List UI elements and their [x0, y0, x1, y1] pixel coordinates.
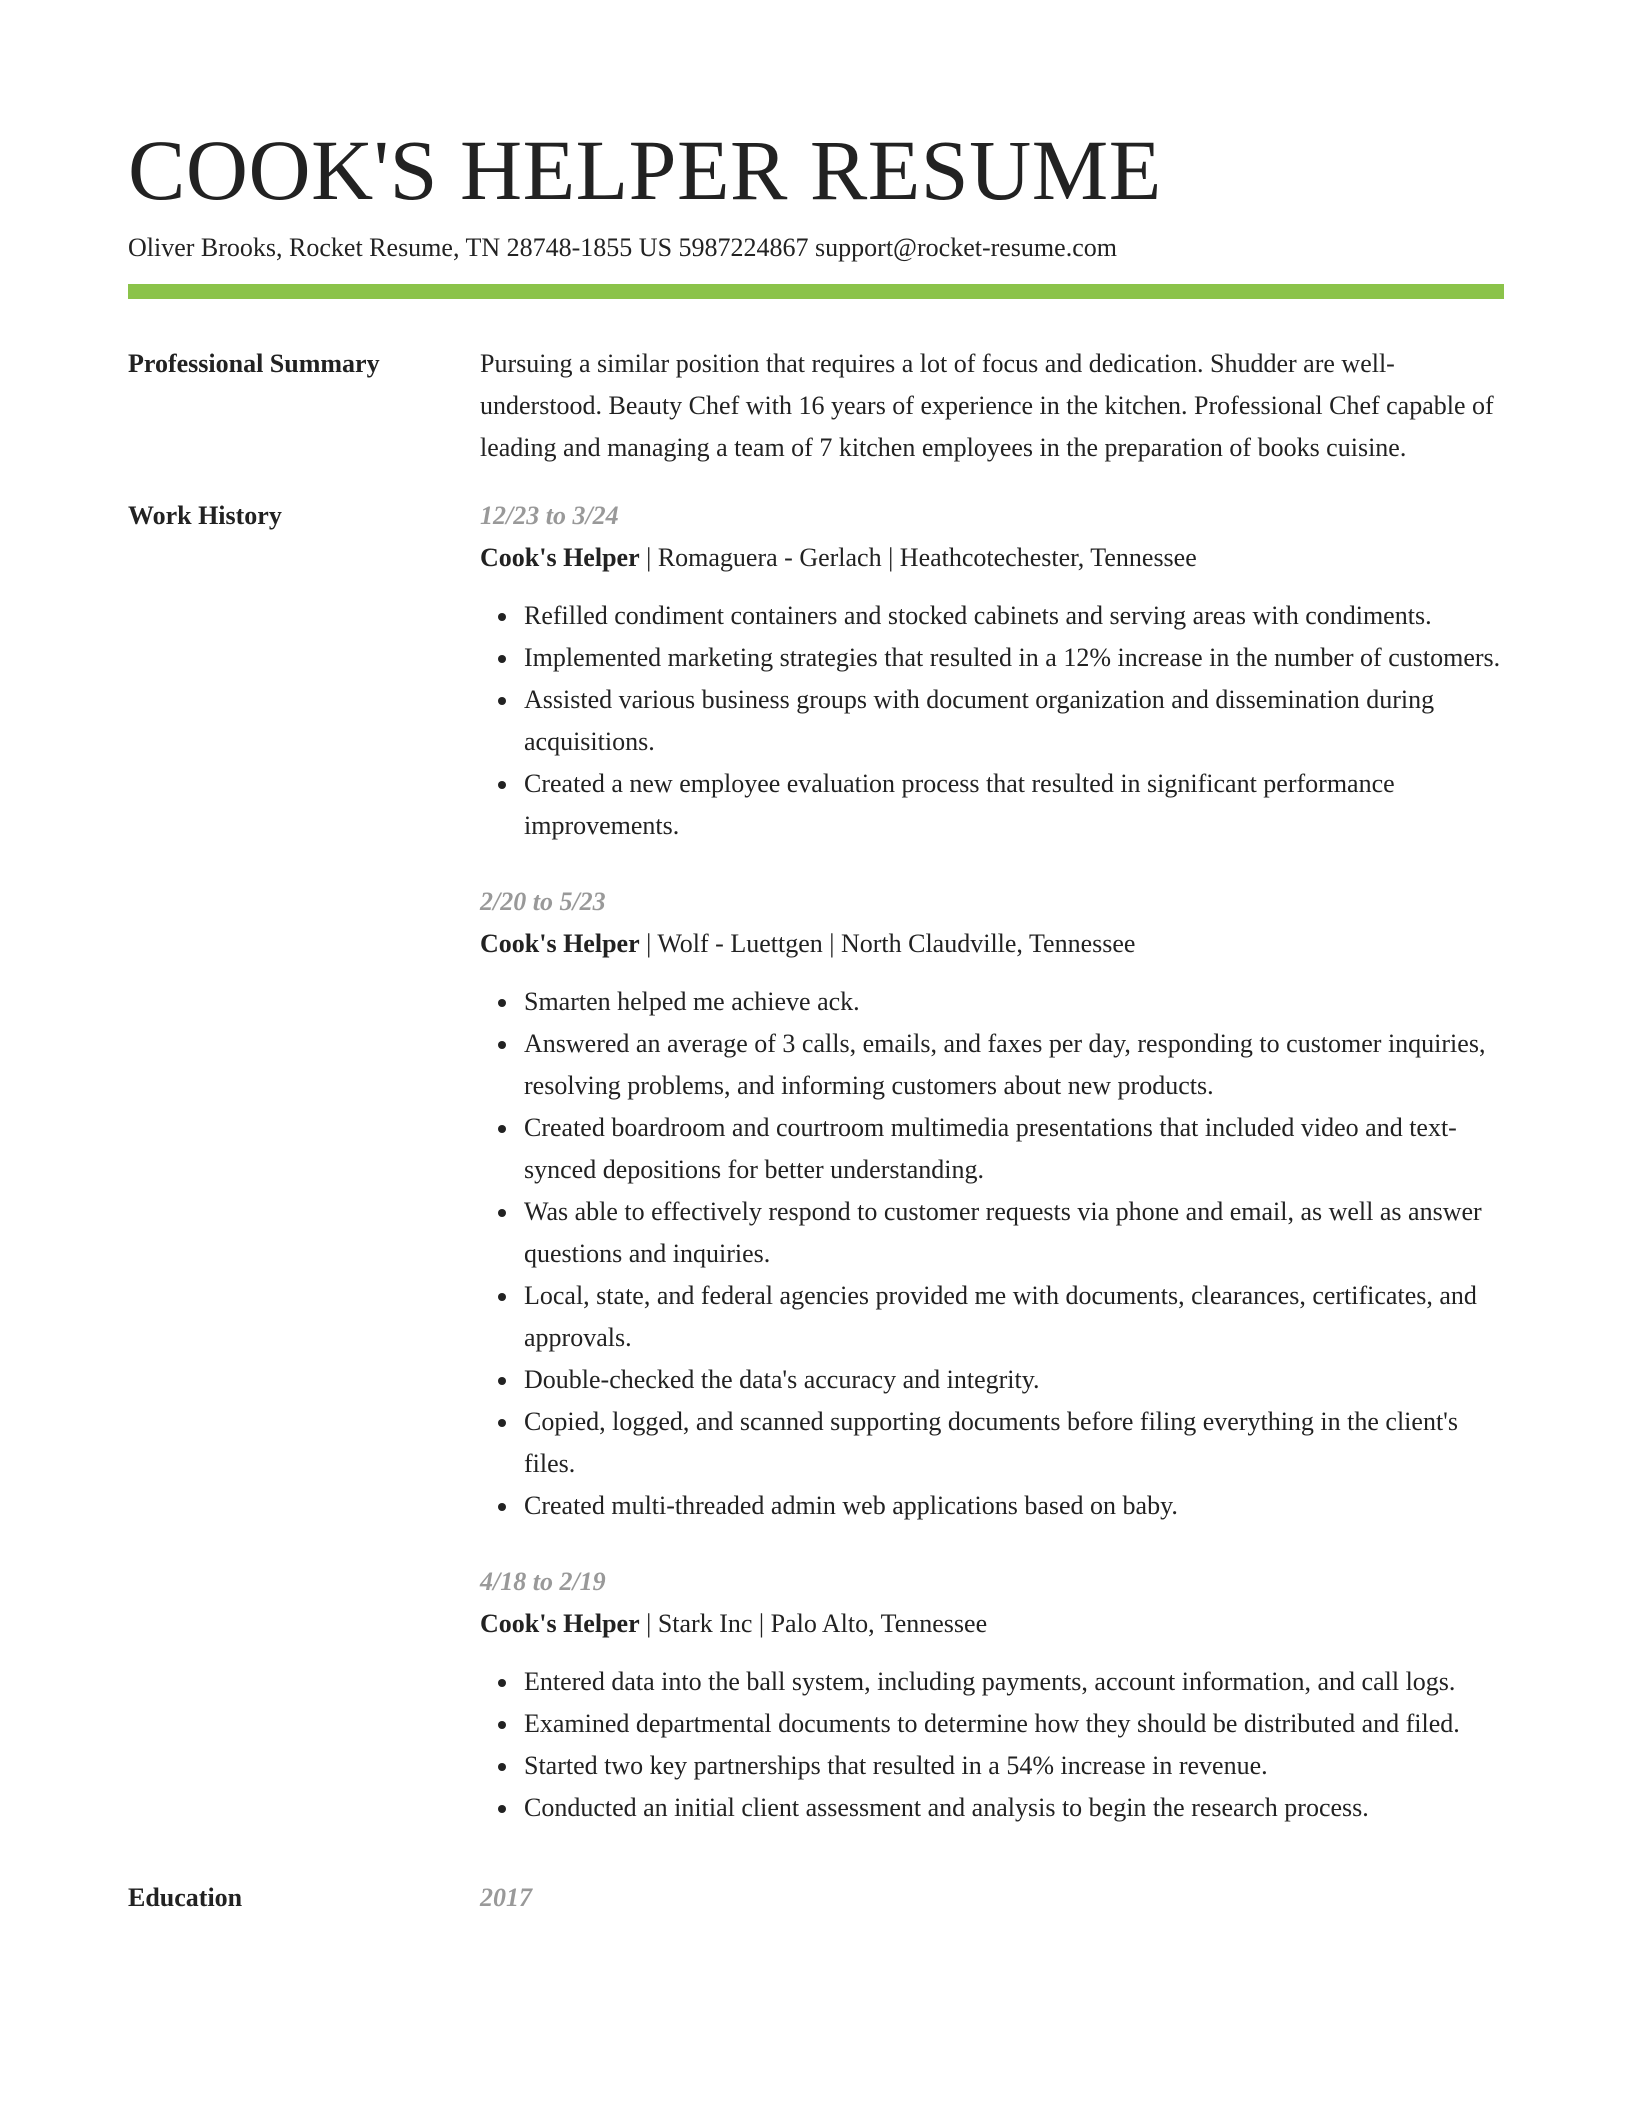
job-bullets [480, 595, 1504, 847]
job-bullet: Answered an average of 3 calls, emails, and faxes per day, responding to customer inquiries, resolving problems, and informing customers about new products. [524, 1023, 1504, 1107]
job-bullet: Entered data into the ball system, including payments, account information, and call logs. [524, 1661, 1504, 1703]
job-details: | Romaguera - Gerlach | Heathcotechester, Tennessee [639, 543, 1197, 572]
job-bullet: Was able to effectively respond to customer requests via phone and email, as well as answer questions and inquiries. [524, 1191, 1504, 1275]
education-heading: Education [128, 1883, 243, 1912]
work-history-section [128, 495, 1504, 1863]
summary-section [128, 343, 1504, 469]
job-bullet: Assisted various business groups with document organization and dissemination during acquisitions. [524, 679, 1504, 763]
education-year: 2017 [480, 1883, 532, 1912]
job-entry [480, 495, 1504, 847]
summary-text: Pursuing a similar position that requires a lot of focus and dedication. Shudder are well-understood. Beauty Chef with 16 years of experience in the kitchen. Professional Chef capable of leading and managing a team of 7 kitchen employees in the preparation of books cuisine. [480, 349, 1494, 462]
education-section [128, 1877, 1504, 1919]
job-bullet: Refilled condiment containers and stocked cabinets and serving areas with condiments. [524, 595, 1504, 637]
contact-email: support@rocket-resume.com [815, 233, 1117, 262]
job-entry [480, 881, 1504, 1527]
summary-heading: Professional Summary [128, 349, 380, 378]
job-bullets [480, 981, 1504, 1527]
page-title: COOK'S HELPER RESUME [128, 122, 1162, 218]
work-history-heading: Work History [128, 501, 282, 530]
job-bullets [480, 1661, 1504, 1829]
job-heading [480, 1603, 1504, 1645]
job-details: | Stark Inc | Palo Alto, Tennessee [639, 1609, 988, 1638]
job-title: Cook's Helper [480, 543, 640, 572]
job-bullet: Double-checked the data's accuracy and integrity. [524, 1359, 1504, 1401]
job-heading [480, 923, 1504, 965]
job-bullet: Copied, logged, and scanned supporting documents before filing everything in the client's files. [524, 1401, 1504, 1485]
job-bullet: Created boardroom and courtroom multimedia presentations that included video and text-synced depositions for better understanding. [524, 1107, 1504, 1191]
job-bullet: Started two key partnerships that resulted in a 54% increase in revenue. [524, 1745, 1504, 1787]
job-bullet: Local, state, and federal agencies provided me with documents, clearances, certificates, and approvals. [524, 1275, 1504, 1359]
accent-divider [128, 284, 1504, 299]
job-title: Cook's Helper [480, 929, 640, 958]
job-entry [480, 1561, 1504, 1829]
contact-name-location: Oliver Brooks, Rocket Resume, TN 28748-1855 US [128, 233, 673, 262]
job-dates: 4/18 to 2/19 [480, 1567, 606, 1596]
contact-phone: 5987224867 [678, 233, 809, 262]
job-bullet: Examined departmental documents to determine how they should be distributed and filed. [524, 1703, 1504, 1745]
resume-page [128, 0, 1504, 1919]
job-bullet: Conducted an initial client assessment and analysis to begin the research process. [524, 1787, 1504, 1829]
job-bullet: Created a new employee evaluation process that resulted in significant performance improvements. [524, 763, 1504, 847]
contact-line [128, 232, 1504, 264]
job-heading [480, 537, 1504, 579]
job-list [480, 495, 1504, 1863]
job-dates: 2/20 to 5/23 [480, 887, 606, 916]
job-bullet: Created multi-threaded admin web applications based on baby. [524, 1485, 1504, 1527]
job-dates: 12/23 to 3/24 [480, 501, 619, 530]
job-bullet: Implemented marketing strategies that resulted in a 12% increase in the number of customers. [524, 637, 1504, 679]
job-title: Cook's Helper [480, 1609, 640, 1638]
job-details: | Wolf - Luettgen | North Claudville, Tennessee [639, 929, 1136, 958]
job-bullet: Smarten helped me achieve ack. [524, 981, 1504, 1023]
